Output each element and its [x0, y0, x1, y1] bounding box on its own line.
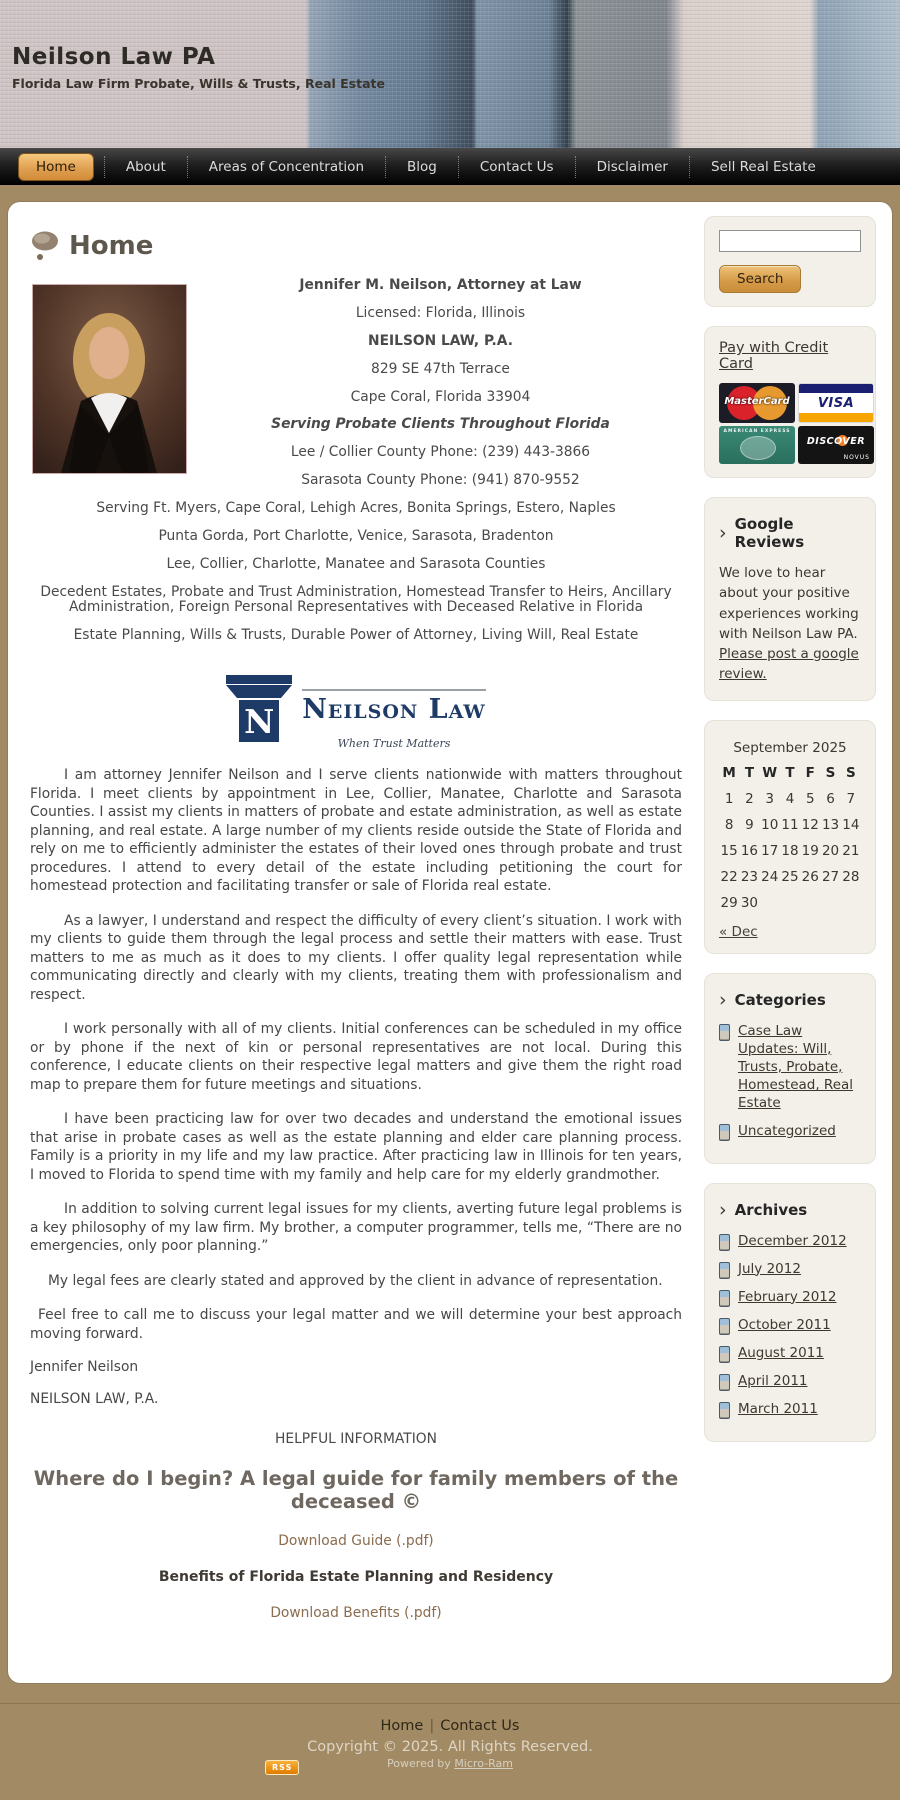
calendar-day: 20	[821, 842, 840, 859]
post-google-review-link[interactable]: Please post a google review.	[719, 646, 859, 683]
phone-bullet-icon	[719, 1318, 730, 1335]
calendar-day	[841, 890, 861, 916]
calendar-day: 1	[724, 790, 734, 807]
phone-bullet-icon	[719, 1262, 730, 1279]
intro-serving: Serving Probate Clients Throughout Florida	[271, 416, 610, 433]
calendar-day: 6	[826, 790, 835, 807]
archive-link[interactable]: August 2011	[738, 1344, 824, 1361]
firm-logo	[22, 675, 690, 750]
calendar-day	[780, 890, 800, 916]
calendar-month-title: September 2025	[733, 739, 847, 756]
intro-services1: Decedent Estates, Probate and Trust Administration, Homestead Transfer to Heirs, Ancillary Administration, Foreign Personal Representatives with Deceased Relative in Florida	[40, 583, 672, 615]
micro-ram-link[interactable]: Micro-Ram	[454, 1757, 513, 1771]
archives-title: › Archives	[719, 1198, 808, 1221]
calendar-day: 27	[821, 868, 840, 885]
category-link[interactable]: Uncategorized	[738, 1122, 836, 1139]
rss-icon[interactable]: RSS	[265, 1760, 299, 1775]
logo-tagline: When Trust Matters	[337, 737, 451, 751]
calendar-day: 17	[761, 842, 779, 859]
powered-by: Powered by Micro-Ram	[387, 1757, 513, 1771]
benefits-title: Benefits of Florida Estate Planning and Residency	[158, 1569, 554, 1586]
categories-widget	[704, 973, 876, 1164]
calendar-day: 22	[720, 868, 738, 885]
calendar-day: 30	[740, 894, 759, 911]
calendar-day: 8	[724, 816, 734, 833]
calendar-week	[719, 864, 861, 890]
phone-bullet-icon	[719, 1024, 730, 1041]
sidebar	[704, 216, 876, 1461]
site-footer: Home | Contact Us Copyright © 2025. All Rights Reserved. Powered by Micro-Ram RSS	[0, 1703, 900, 1800]
intro-phone-sarasota: Sarasota County Phone: (941) 870-9552	[301, 472, 580, 489]
google-reviews-widget	[704, 497, 876, 701]
list-item	[719, 1232, 861, 1251]
calendar-day: 23	[740, 868, 759, 885]
list-item	[719, 1022, 861, 1113]
calendar-day: 7	[846, 790, 856, 807]
google-reviews-title: › Google Reviews	[719, 515, 805, 551]
credit-card-logos	[719, 383, 870, 464]
mastercard-logo: MasterCard	[719, 383, 795, 423]
calendar-day: 2	[745, 790, 754, 807]
intro-address2: Cape Coral, Florida 33904	[350, 388, 531, 405]
calendar-week	[719, 812, 861, 838]
site-header	[0, 0, 900, 148]
calendar-day: 26	[801, 868, 819, 885]
archive-link[interactable]: December 2012	[738, 1232, 847, 1249]
search-input[interactable]	[719, 230, 861, 252]
list-item	[719, 1288, 861, 1307]
download-benefits-link[interactable]: Download Benefits (.pdf)	[270, 1605, 442, 1622]
phone-bullet-icon	[719, 1234, 730, 1251]
archive-link[interactable]: July 2012	[738, 1260, 801, 1277]
calendar-day: 28	[842, 868, 860, 885]
phone-bullet-icon	[719, 1124, 730, 1141]
calendar-day: 4	[785, 790, 795, 807]
intro-firm: NEILSON LAW, P.A.	[368, 332, 513, 349]
list-item	[719, 1344, 861, 1363]
calendar-widget	[704, 720, 876, 954]
list-item	[719, 1372, 861, 1391]
calendar-day: 16	[740, 842, 759, 859]
search-button[interactable]: Search	[719, 265, 801, 293]
main-nav	[0, 148, 900, 185]
attorney-photo	[32, 284, 187, 474]
chevron-right-icon: ›	[719, 521, 727, 544]
speech-bubble-icon	[30, 230, 60, 262]
download-guide-link[interactable]: Download Guide (.pdf)	[278, 1533, 434, 1550]
paragraph: I am attorney Jennifer Neilson and I serve clients nationwide with matters throughout Florida. I meet clients by appointment in Lee, Collier, Manatee, Charlotte and Sarasota Counties. I assist my clients in matters of probate and estate administration, as well as estate planning, and real estate. A large number of my clients reside outside the State of Florida and rely on me to efficiently administer the estates of their loved ones through probate and trust procedures. I attend to every detail of the estate including petitioning the court for homestead protection and facilitating transfer or sale of Florida real estate.	[30, 767, 682, 895]
intro-address1: 829 SE 47th Terrace	[371, 360, 510, 377]
google-reviews-text: We love to hear about your positive experiences working with Neilson Law PA. Please post a google review.	[719, 565, 859, 683]
footer-home-link[interactable]: Home	[380, 1718, 424, 1735]
nav-item-blog[interactable]: Blog	[407, 158, 437, 175]
calendar-table: M T W T F S S 1 2 3 4 5 6 7 8 9 10 11 12 13 14 15 16 17 18 19 20 21 22 23 24 25 26 27 28 29 30	[719, 760, 861, 916]
nav-item-disclaimer[interactable]: Disclaimer	[596, 158, 668, 175]
site-tagline: Florida Law Firm Probate, Wills & Trusts, Real Estate	[12, 76, 385, 91]
paragraph: Feel free to call me to discuss your legal matter and we will determine your best approach moving forward.	[30, 1307, 682, 1342]
intro-section	[22, 278, 690, 655]
calendar-day: 24	[761, 868, 779, 885]
chevron-right-icon: ›	[719, 1198, 727, 1221]
category-link[interactable]: Case Law Updates: Will, Trusts, Probate, Homestead, Real Estate	[738, 1022, 854, 1112]
calendar-day: 25	[781, 868, 799, 885]
archive-link[interactable]: February 2012	[738, 1288, 837, 1305]
phone-bullet-icon	[719, 1346, 730, 1363]
intro-counties: Lee, Collier, Charlotte, Manatee and Sarasota Counties	[166, 555, 546, 572]
categories-title: › Categories	[719, 988, 826, 1011]
intro-services2: Estate Planning, Wills & Trusts, Durable Power of Attorney, Living Will, Real Estate	[73, 626, 639, 643]
search-widget	[704, 216, 876, 307]
nav-item-about[interactable]: About	[125, 158, 166, 175]
calendar-day: 11	[781, 816, 799, 833]
archives-widget	[704, 1183, 876, 1442]
calendar-day	[800, 890, 820, 916]
signature-firm: NEILSON LAW, P.A.	[30, 1391, 159, 1408]
paragraph: I work personally with all of my clients. Initial conferences can be scheduled in my office or by phone if the next of kin or personal representatives are not local. During this conference, I educate clients on their respective legal matters and give them the right road map to prepare them for future meetings and situations.	[30, 1021, 682, 1093]
calendar-day: 14	[842, 816, 860, 833]
calendar-day: 21	[842, 842, 860, 859]
calendar-day	[760, 890, 780, 916]
phone-bullet-icon	[719, 1290, 730, 1307]
calendar-day: 3	[765, 790, 774, 807]
logo-name: Neilson Law	[302, 689, 486, 725]
archive-link[interactable]: October 2011	[738, 1316, 831, 1333]
calendar-day: 12	[801, 816, 819, 833]
guide-title: Where do I begin? A legal guide for family members of the deceased ©	[33, 1467, 679, 1514]
list-item	[719, 1316, 861, 1335]
phone-bullet-icon	[719, 1374, 730, 1391]
paragraph: My legal fees are clearly stated and approved by the client in advance of representation.	[48, 1272, 663, 1289]
intro-name: Jennifer M. Neilson, Attorney at Law	[299, 277, 582, 293]
phone-bullet-icon	[719, 1402, 730, 1419]
paragraph: In addition to solving current legal issues for my clients, averting future legal problems is a key philosophy of my law firm. My brother, a computer programmer, tells me, “There are no emergencies, only poor planning.”	[30, 1201, 682, 1255]
calendar-day: 5	[805, 790, 815, 807]
calendar-day: 13	[821, 816, 840, 833]
helpful-information-label: HELPFUL INFORMATION	[275, 1431, 437, 1448]
logo-column-icon: N	[226, 675, 292, 742]
copyright-text: Copyright © 2025. All Rights Reserved.	[307, 1739, 593, 1756]
calendar-day: 18	[781, 842, 799, 859]
content-container	[8, 202, 892, 1683]
calendar-week	[719, 838, 861, 864]
intro-cities1: Serving Ft. Myers, Cape Coral, Lehigh Acres, Bonita Springs, Estero, Naples	[96, 500, 616, 517]
main-content	[8, 208, 704, 1641]
pay-with-credit-card-link[interactable]: Pay with Credit Card	[719, 340, 829, 372]
calendar-week	[719, 890, 861, 916]
intro-phone-lee: Lee / Collier County Phone: (239) 443-3866	[290, 444, 591, 461]
list-item	[719, 1122, 861, 1141]
calendar-day	[820, 890, 840, 916]
calendar-day: 9	[745, 816, 754, 833]
payment-widget	[704, 326, 876, 478]
calendar-day: 19	[801, 842, 819, 859]
nav-item-sell-real-estate[interactable]: Sell Real Estate	[710, 158, 816, 175]
amex-logo: AMERICAN EXPRESS	[719, 426, 795, 464]
calendar-week	[719, 786, 861, 812]
footer-contact-link[interactable]: Contact Us	[440, 1718, 520, 1735]
calendar-prev-month-link[interactable]: « Dec	[719, 923, 758, 940]
intro-licensed: Licensed: Florida, Illinois	[355, 304, 526, 321]
paragraph: I have been practicing law for over two decades and understand the emotional issues that arise in probate cases as well as the estate planning and elder care planning process. Family is a priority in my life and my law practice. After practicing law in Illinois for ten years, I moved to Florida to spend time with my family and help care for my elderly grandmother.	[30, 1111, 682, 1183]
nav-item-contact-us[interactable]: Contact Us	[479, 158, 554, 175]
page-title: Home	[30, 230, 690, 262]
list-item	[719, 1260, 861, 1279]
site-title: Neilson Law PA	[12, 44, 216, 70]
signature-name: Jennifer Neilson	[30, 1359, 139, 1376]
discover-logo: DISCOVER NOVUS	[798, 426, 874, 464]
nav-item-home[interactable]: Home	[18, 153, 94, 181]
nav-item-areas-of-concentration[interactable]: Areas of Concentration	[208, 158, 364, 175]
archive-link[interactable]: April 2011	[738, 1372, 808, 1389]
intro-cities2: Punta Gorda, Port Charlotte, Venice, Sarasota, Bradenton	[158, 528, 554, 545]
chevron-right-icon: ›	[719, 988, 727, 1011]
calendar-day: 10	[761, 816, 779, 833]
list-item	[719, 1400, 861, 1419]
calendar-day: 15	[720, 842, 738, 859]
archive-link[interactable]: March 2011	[738, 1400, 818, 1417]
visa-logo: VISA	[798, 383, 874, 423]
calendar-day: 29	[720, 894, 738, 911]
paragraph: As a lawyer, I understand and respect the difficulty of every client’s situation. I work with my clients to guide them through the legal process and settle their matters with ease. Trust matters to me as much as it does to my clients. I offer quality legal representation while communicating directly and clearly with my clients, treating them with professionalism and respect.	[30, 912, 682, 1003]
